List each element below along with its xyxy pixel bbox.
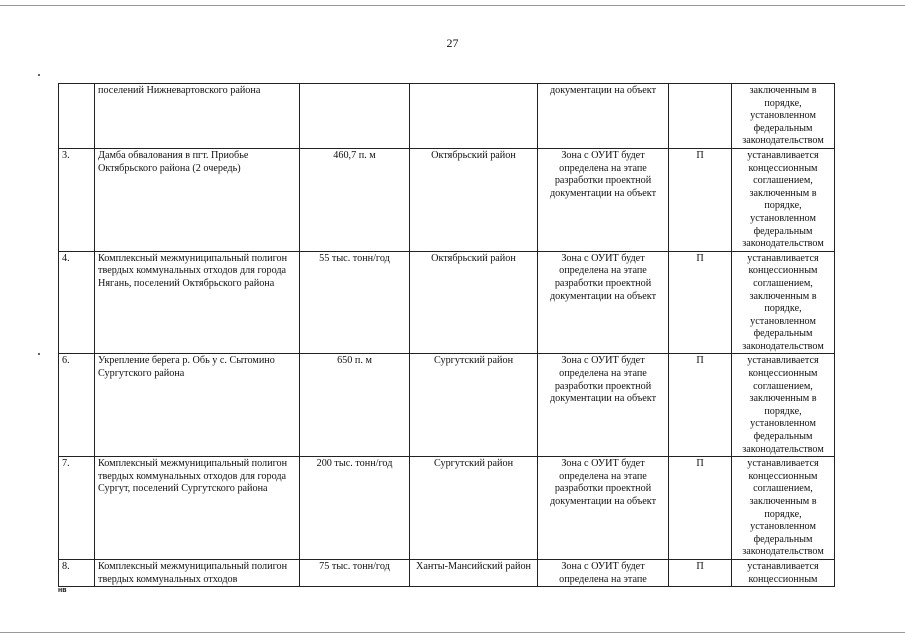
object-note: устанавливается концессионным <box>732 559 835 586</box>
object-capacity: 200 тыс. тонн/год <box>300 457 410 560</box>
object-capacity <box>300 84 410 149</box>
table-row <box>59 559 835 586</box>
object-capacity: 55 тыс. тонн/год <box>300 251 410 354</box>
object-capacity: 460,7 п. м <box>300 148 410 251</box>
object-note: устанавливается концессионным соглашением, заключенным в порядке, установленном федеральным законодательством <box>732 354 835 457</box>
table-row <box>59 148 835 251</box>
page-number: 27 <box>446 36 459 50</box>
scan-speck <box>38 74 40 76</box>
object-name: Комплексный межмуниципальный полигон твердых коммунальных отходов для города Сургут, поселений Сургутского района <box>95 457 300 560</box>
object-status: П <box>669 457 732 560</box>
row-number: 7. <box>59 457 95 560</box>
object-name: поселений Нижневартовского района <box>95 84 300 149</box>
object-status: П <box>669 148 732 251</box>
object-zone: Зона с ОУИТ будет определена на этапе разработки проектной документации на объект <box>538 148 669 251</box>
row-number: 6. <box>59 354 95 457</box>
table-row <box>59 84 835 149</box>
object-location: Октябрьский район <box>410 148 538 251</box>
table-row <box>59 251 835 354</box>
object-zone: Зона с ОУИТ будет определена на этапе разработки проектной документации на объект <box>538 251 669 354</box>
object-name: Комплексный межмуниципальный полигон твердых коммунальных отходов <box>95 559 300 586</box>
row-number: 3. <box>59 148 95 251</box>
object-name: Комплексный межмуниципальный полигон твердых коммунальных отходов для города Нягань, поселений Октябрьского района <box>95 251 300 354</box>
object-note: устанавливается концессионным соглашением, заключенным в порядке, установленном федеральным законодательством <box>732 148 835 251</box>
object-capacity: 75 тыс. тонн/год <box>300 559 410 586</box>
object-location: Октябрьский район <box>410 251 538 354</box>
row-number <box>59 84 95 149</box>
object-status: П <box>669 559 732 586</box>
object-location: Ханты-Мансийский район <box>410 559 538 586</box>
object-zone: Зона с ОУИТ будет определена на этапе разработки проектной документации на объект <box>538 457 669 560</box>
table-row <box>59 354 835 457</box>
object-zone: документации на объект <box>538 84 669 149</box>
object-note: заключенным в порядке, установленном федеральным законодательством <box>732 84 835 149</box>
object-name: Укрепление берега р. Обь у с. Сытомино Сургутского района <box>95 354 300 457</box>
object-capacity: 650 п. м <box>300 354 410 457</box>
object-zone: Зона с ОУИТ будет определена на этапе <box>538 559 669 586</box>
object-status <box>669 84 732 149</box>
object-zone: Зона с ОУИТ будет определена на этапе разработки проектной документации на объект <box>538 354 669 457</box>
object-location: Сургутский район <box>410 354 538 457</box>
table-row <box>59 457 835 560</box>
object-location <box>410 84 538 149</box>
row-number: 8. <box>59 559 95 586</box>
footer-mark: нв <box>58 587 67 594</box>
object-status: П <box>669 354 732 457</box>
row-number: 4. <box>59 251 95 354</box>
objects-table <box>58 83 835 587</box>
scan-edge-top <box>0 5 905 6</box>
object-note: устанавливается концессионным соглашением, заключенным в порядке, установленном федеральным законодательством <box>732 457 835 560</box>
object-status: П <box>669 251 732 354</box>
scan-speck <box>38 353 40 355</box>
object-location: Сургутский район <box>410 457 538 560</box>
object-name: Дамба обвалования в пгт. Приобье Октябрьского района (2 очередь) <box>95 148 300 251</box>
object-note: устанавливается концессионным соглашением, заключенным в порядке, установленном федеральным законодательством <box>732 251 835 354</box>
scan-edge-bottom <box>0 632 905 633</box>
